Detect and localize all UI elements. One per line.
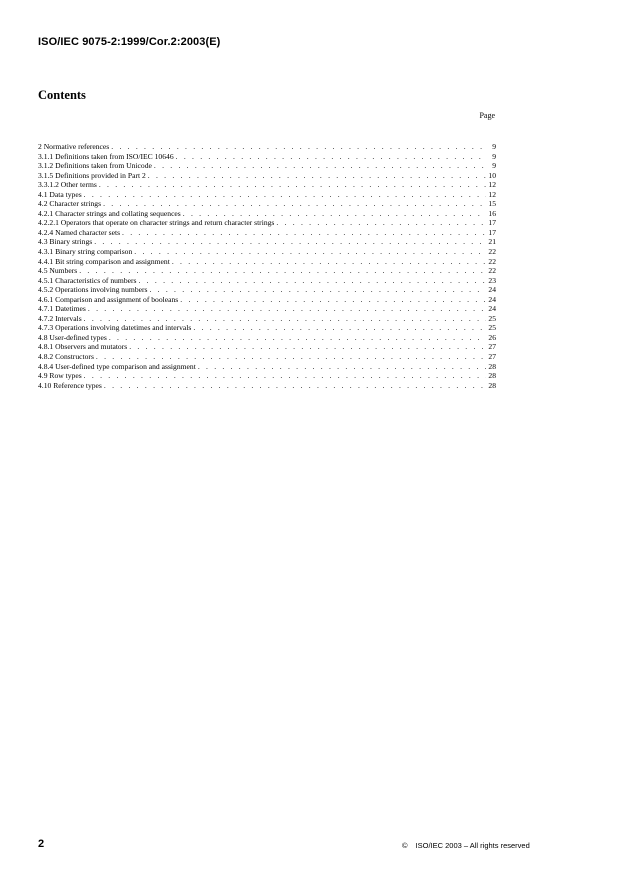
toc-entry-page: 27 (488, 342, 496, 352)
toc-dot-leader (134, 247, 486, 257)
contents-heading: Contents (38, 88, 86, 102)
toc-entry-page: 17 (488, 218, 496, 228)
toc-entry-page: 24 (488, 304, 496, 314)
toc-entry[interactable] (38, 209, 496, 219)
toc-dot-leader (138, 276, 486, 286)
toc-entry[interactable] (38, 190, 496, 200)
toc-entry[interactable] (38, 276, 496, 286)
toc-dot-leader (94, 237, 486, 247)
toc-dot-leader (193, 323, 486, 333)
toc-entry-page: 9 (492, 151, 496, 161)
toc-entry[interactable] (38, 218, 496, 228)
toc-entry[interactable] (38, 247, 496, 257)
toc-entry-label: 4.8.1 Observers and mutators (38, 342, 128, 352)
toc-entry-label: 4.2.1 Character strings and collating sequences (38, 208, 181, 218)
toc-entry-label: 3.1.5 Definitions provided in Part 2 (38, 170, 146, 180)
toc-entry[interactable] (38, 142, 496, 152)
toc-dot-leader (84, 371, 486, 381)
toc-dot-leader (180, 295, 486, 305)
toc-entry-label: 3.3.1.2 Other terms (38, 180, 97, 190)
toc-entry-page: 21 (488, 237, 496, 247)
toc-dot-leader (122, 228, 486, 238)
toc-dot-leader (176, 152, 486, 162)
toc-dot-leader (99, 180, 486, 190)
toc-entry-page: 17 (488, 227, 496, 237)
toc-entry[interactable] (38, 314, 496, 324)
toc-entry-page: 24 (488, 294, 496, 304)
toc-dot-leader (84, 314, 486, 324)
toc-entry-label: 4.7.1 Datetimes (38, 304, 86, 314)
toc-entry[interactable] (38, 304, 496, 314)
toc-dot-leader (103, 199, 486, 209)
toc-dot-leader (88, 304, 486, 314)
toc-entry-label: 4.8.4 User-defined type comparison and assignment (38, 361, 196, 371)
toc-entry-label: 4.3.1 Binary string comparison (38, 247, 133, 257)
toc-dot-leader (96, 352, 486, 362)
toc-entry-label: 4.2.4 Named character sets (38, 227, 121, 237)
toc-entry-page: 27 (488, 352, 496, 362)
toc-entry-page: 12 (488, 189, 496, 199)
toc-entry-label: 3.1.2 Definitions taken from Unicode (38, 161, 152, 171)
toc-entry[interactable] (38, 342, 496, 352)
toc-dot-leader (109, 333, 486, 343)
toc-entry-page: 22 (488, 256, 496, 266)
toc-entry[interactable] (38, 237, 496, 247)
toc-entry-page: 9 (492, 142, 496, 151)
toc-entry-label: 4.5.1 Characteristics of numbers (38, 275, 137, 285)
toc-dot-leader (111, 142, 486, 152)
toc-dot-leader (154, 161, 486, 171)
toc-entry-page: 15 (488, 199, 496, 209)
toc-entry[interactable] (38, 228, 496, 238)
toc-entry-page: 9 (492, 161, 496, 171)
toc-dot-leader (79, 266, 486, 276)
toc-entry-label: 4.1 Data types (38, 189, 82, 199)
toc-entry-page: 10 (488, 170, 496, 180)
toc-entry-page: 25 (488, 313, 496, 323)
toc-entry-label: 3.1.1 Definitions taken from ISO/IEC 10646 (38, 151, 174, 161)
toc-dot-leader (276, 218, 486, 228)
toc-dot-leader (149, 285, 486, 295)
toc-dot-leader (183, 209, 486, 219)
footer-page-number: 2 (38, 838, 45, 850)
toc-entry[interactable] (38, 295, 496, 305)
toc-entry-label: 4.4.1 Bit string comparison and assignment (38, 256, 170, 266)
toc-entry-page: 23 (488, 275, 496, 285)
toc-entry-page: 28 (488, 361, 496, 371)
toc-entry[interactable] (38, 362, 496, 372)
toc-entry-label: 4.7.2 Intervals (38, 313, 82, 323)
toc-entry[interactable] (38, 199, 496, 209)
toc-entry-label: 4.10 Reference types (38, 380, 102, 390)
toc-entry-page: 28 (488, 371, 496, 381)
toc-entry-page: 28 (488, 380, 496, 390)
toc-entry-label: 2 Normative references (38, 142, 110, 151)
toc-dot-leader (172, 257, 486, 267)
toc-entry-label: 4.9 Row types (38, 371, 82, 381)
toc-entry[interactable] (38, 171, 496, 181)
toc-entry-label: 4.2.2.1 Operators that operate on character strings and return character strings (38, 218, 275, 228)
toc-dot-leader (198, 362, 486, 372)
toc-entry-page: 22 (488, 247, 496, 257)
toc-entry[interactable] (38, 266, 496, 276)
toc-entry-label: 4.3 Binary strings (38, 237, 93, 247)
toc-entry-label: 4.5 Numbers (38, 266, 78, 276)
toc-entry-page: 22 (488, 266, 496, 276)
toc-entry-page: 25 (488, 323, 496, 333)
toc-dot-leader (129, 342, 486, 352)
copyright-symbol: © (402, 841, 408, 850)
toc-entry-label: 4.8 User-defined types (38, 332, 107, 342)
toc-entry-label: 4.2 Character strings (38, 199, 102, 209)
toc-entry[interactable] (38, 352, 496, 362)
toc-entry-label: 4.5.2 Operations involving numbers (38, 285, 148, 295)
copyright-text: ISO/IEC 2003 – All rights reserved (415, 841, 530, 850)
toc-entry-page: 12 (488, 180, 496, 190)
document-identifier: ISO/IEC 9075-2:1999/Cor.2:2003(E) (38, 36, 221, 48)
table-of-contents (38, 142, 496, 390)
toc-entry[interactable] (38, 257, 496, 267)
toc-entry[interactable] (38, 333, 496, 343)
toc-entry[interactable] (38, 285, 496, 295)
toc-dot-leader (148, 171, 486, 181)
toc-entry-page: 26 (488, 332, 496, 342)
page-column-label: Page (479, 111, 495, 120)
toc-entry[interactable] (38, 152, 496, 162)
toc-entry[interactable] (38, 323, 496, 333)
toc-entry[interactable] (38, 371, 496, 381)
toc-entry-page: 24 (488, 285, 496, 295)
toc-entry-label: 4.7.3 Operations involving datetimes and intervals (38, 323, 192, 333)
toc-entry[interactable] (38, 161, 496, 171)
toc-entry-label: 4.8.2 Constructors (38, 352, 94, 362)
toc-dot-leader (104, 381, 486, 391)
toc-dot-leader (84, 190, 486, 200)
toc-entry-page: 16 (488, 208, 496, 218)
toc-entry[interactable] (38, 180, 496, 190)
toc-entry[interactable] (38, 381, 496, 391)
toc-entry-label: 4.6.1 Comparison and assignment of booleans (38, 294, 179, 304)
footer-copyright (402, 841, 530, 850)
